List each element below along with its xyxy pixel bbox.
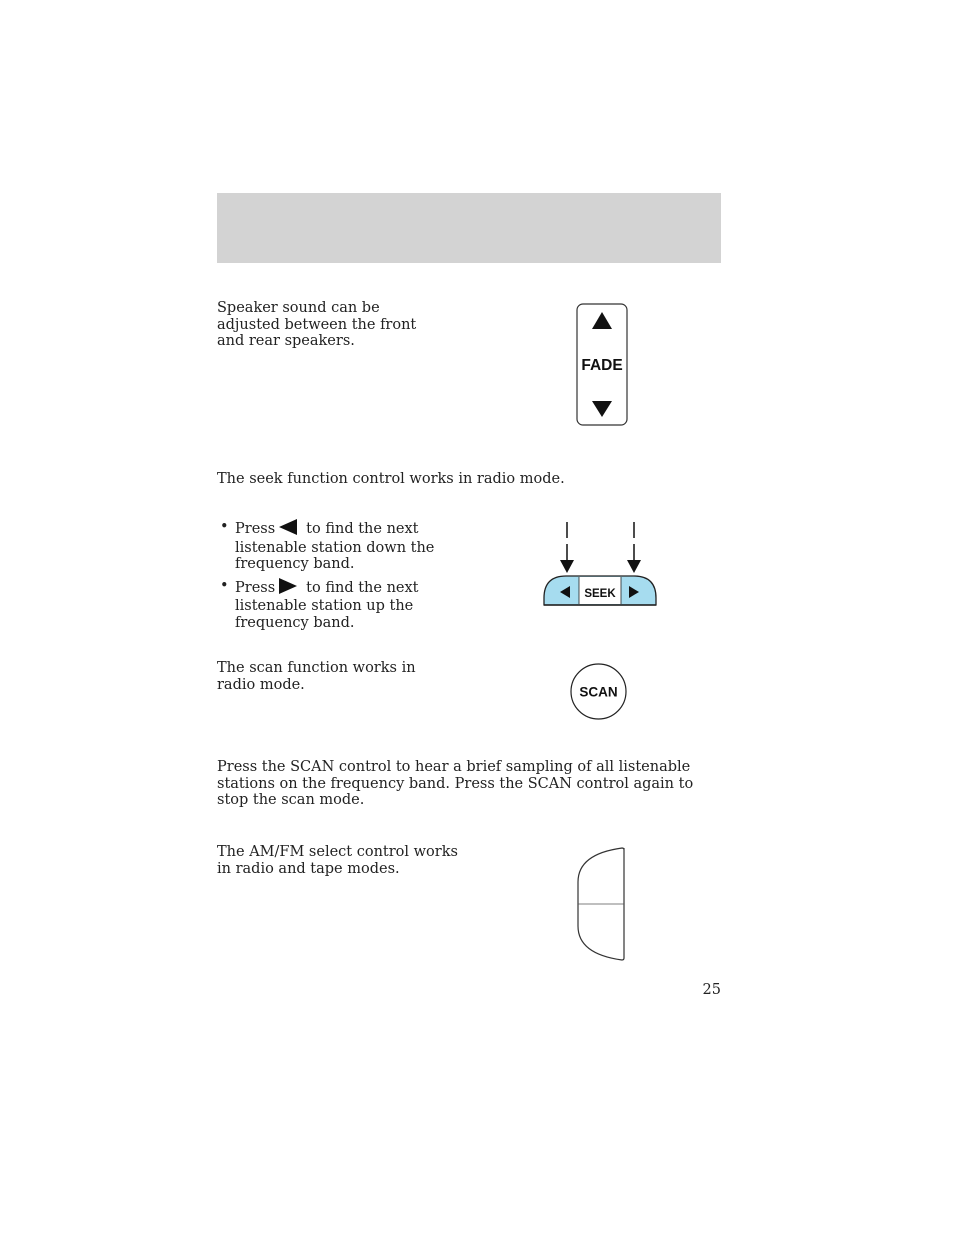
seek-intro: The seek function control works in radio mode. bbox=[217, 471, 565, 487]
pointer-arrow-icon bbox=[560, 560, 574, 573]
scan-label: SCAN bbox=[579, 684, 618, 700]
seek-up-prefix: Press bbox=[235, 579, 276, 596]
amfm-intro: The AM/FM select control works in radio and tape modes. bbox=[217, 844, 458, 877]
seek-down-prefix: Press bbox=[235, 521, 276, 537]
list-item bbox=[217, 578, 435, 632]
bullet-dot: • bbox=[220, 577, 229, 594]
fade-control[interactable] bbox=[576, 303, 629, 427]
bullet-dot: • bbox=[220, 519, 229, 535]
scan-intro: The scan function works in radio mode. bbox=[217, 660, 416, 693]
seek-control[interactable] bbox=[542, 520, 658, 608]
seek-label: SEEK bbox=[584, 588, 616, 600]
amfm-control[interactable] bbox=[576, 846, 628, 962]
seek-up-suffix: to find the next listenable station up the frequency band. bbox=[235, 579, 419, 631]
seek-bullet-list bbox=[217, 519, 435, 636]
fade-label: FADE bbox=[581, 357, 623, 374]
seek-down-triangle-icon bbox=[279, 519, 298, 540]
scan-button[interactable] bbox=[569, 662, 629, 722]
page-number: 25 bbox=[702, 982, 721, 998]
seek-down-suffix: to find the next listenable station down the frequency band. bbox=[235, 521, 435, 572]
list-item bbox=[217, 519, 435, 573]
seek-up-triangle-icon bbox=[279, 578, 298, 599]
fade-description: Speaker sound can be adjusted between the front and rear speakers. bbox=[217, 300, 417, 349]
pointer-arrow-icon bbox=[627, 560, 641, 573]
section-header-band bbox=[217, 193, 721, 263]
scan-detail: Press the SCAN control to hear a brief sampling of all listenable stations on the frequency band. Press the SCAN control again to stop the scan mode. bbox=[217, 759, 694, 808]
